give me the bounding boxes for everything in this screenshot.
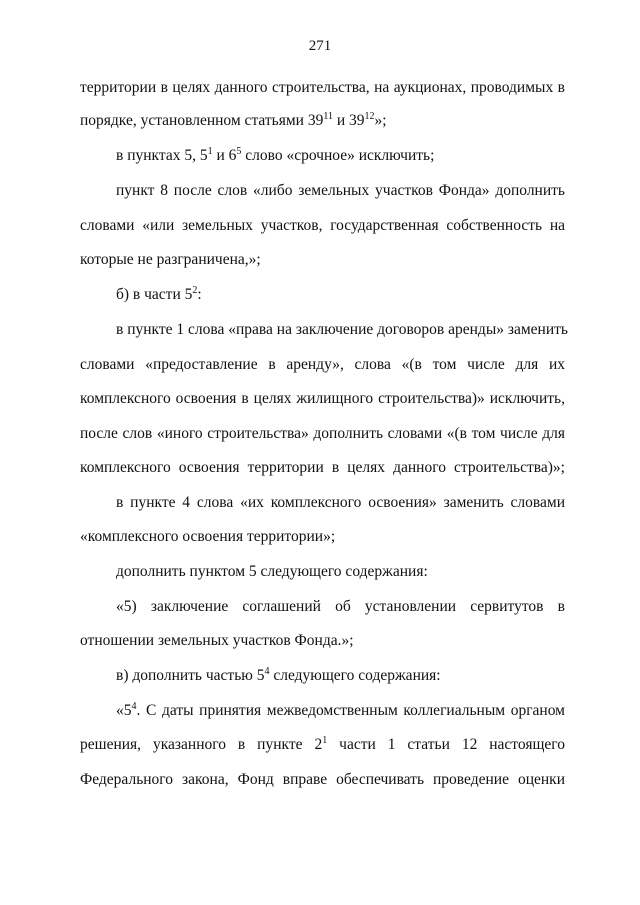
text-line: дополнить пунктом 5 следующего содержания: — [116, 563, 428, 580]
text-run: : — [197, 286, 202, 303]
text-run: слово «срочное» исключить; — [241, 147, 435, 164]
text-run: и 6 — [212, 147, 237, 164]
text-line: в пункте 4 слова «их комплексного освоения» заменить словами — [116, 494, 565, 511]
text-line: в пункте 1 слова «права на заключение договоров аренды» заменить — [116, 321, 568, 338]
superscript: 1 — [322, 735, 328, 746]
text-line — [80, 735, 565, 755]
text-line: Федерального закона, Фонд вправе обеспечивать проведение оценки — [80, 771, 565, 788]
text-run: порядке, установленном статьями 39 — [80, 112, 324, 129]
text-line: территории в целях данного строительства, на аукционах, проводимых в — [80, 79, 565, 96]
superscript: 5 — [236, 146, 242, 157]
text-line: комплексного освоения территории в целях данного строительства)»; — [80, 459, 565, 476]
superscript: 1 — [207, 146, 213, 157]
superscript: 12 — [364, 111, 375, 122]
text-run: в) дополнить частью 5 — [116, 667, 265, 684]
superscript: 4 — [131, 701, 137, 712]
text-run: «5 — [116, 702, 132, 719]
page-number: 271 — [308, 38, 332, 54]
text-line: словами «или земельных участков, государственная собственность на — [80, 217, 565, 234]
text-run: »; — [374, 112, 387, 129]
superscript: 4 — [264, 666, 270, 677]
text-run: . С даты принятия межведомственным коллегиальным органом — [136, 702, 565, 719]
text-line: комплексного освоения в целях жилищного строительства)» исключить, — [80, 390, 565, 407]
text-line — [116, 285, 565, 305]
text-line — [116, 701, 565, 721]
text-run: в пунктах 5, 5 — [116, 147, 208, 164]
text-line — [116, 666, 565, 686]
text-run: и 39 — [332, 112, 365, 129]
text-line: отношении земельных участков Фонда.»; — [80, 632, 354, 649]
text-run: решения, указанного в пункте 2 — [80, 736, 323, 753]
superscript: 2 — [192, 285, 198, 296]
text-run: части 1 статьи 12 настоящего — [327, 736, 566, 753]
text-line: «комплексного освоения территории»; — [80, 528, 336, 545]
text-line — [80, 111, 565, 131]
text-line: «5) заключение соглашений об установлении сервитутов в — [116, 598, 565, 615]
text-line: которые не разграничена,»; — [80, 251, 261, 268]
text-run: следующего содержания: — [269, 667, 441, 684]
text-line: пункт 8 после слов «либо земельных участков Фонда» дополнить — [116, 182, 565, 199]
text-run: б) в части 5 — [116, 286, 193, 303]
text-line: после слов «иного строительства» дополнить словами «(в том числе для — [80, 425, 565, 442]
text-line: словами «предоставление в аренду», слова «(в том числе для их — [80, 356, 565, 373]
text-line — [116, 146, 565, 166]
superscript: 11 — [323, 111, 333, 122]
